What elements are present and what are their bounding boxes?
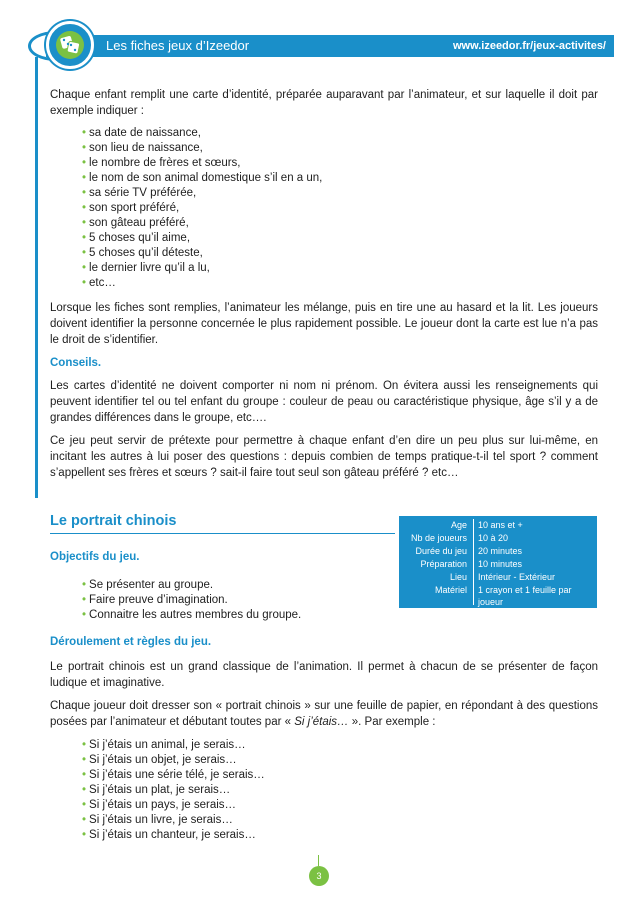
list-item — [82, 261, 598, 276]
advice-heading: Conseils. — [50, 357, 102, 369]
list-item — [82, 608, 598, 623]
rules-heading: Déroulement et règles du jeu. — [50, 636, 212, 648]
bullet-icon: • — [82, 187, 87, 199]
bullet-icon: • — [82, 594, 87, 606]
list-item — [82, 578, 598, 593]
logo — [46, 21, 94, 69]
list-item — [82, 231, 598, 246]
list-item-text: son gâteau préféré, — [89, 217, 189, 229]
list-item — [82, 798, 598, 813]
info-value: 20 minutes — [478, 546, 523, 556]
info-label: Nb de joueurs — [410, 533, 467, 543]
p2-end: ». Par exemple : — [351, 716, 436, 728]
bullet-icon: • — [82, 142, 87, 154]
list-item-text: sa série TV préférée, — [89, 187, 197, 199]
dice-logo-icon — [56, 31, 84, 59]
objectives-list — [50, 578, 598, 623]
card-rules: Lorsque les fiches sont remplies, l’animateur les mélange, puis en tire une au hasard et la lit. Les joueurs doivent identifier la personne concernée le plus rapidement possible. Le joueur dont la carte est lue n’a pas le droit de s’identifier. — [50, 302, 598, 346]
examples-list — [50, 738, 598, 843]
list-item — [82, 171, 598, 186]
advice-paragraph-1: Les cartes d’identité ne doivent comporter ni nom ni prénom. On évitera aussi les renseignements qui peuvent identifier tel ou tel enfant du groupe : couleur de peau ou caractéristique physique, âge s’il y a de grandes différences dans le groupe, etc…. — [50, 380, 598, 424]
portrait-paragraph-2 — [50, 698, 598, 730]
list-item-text: 5 choses qu’il déteste, — [89, 247, 203, 259]
list-item — [82, 768, 598, 783]
list-item-text: son sport préféré, — [89, 202, 180, 214]
objectives-heading: Objectifs du jeu. — [50, 551, 140, 563]
list-item-text: Si j’étais un livre, je serais… — [89, 814, 233, 826]
bullet-icon: • — [82, 277, 87, 289]
bullet-icon: • — [82, 799, 87, 811]
header-title: Les fiches jeux d’Izeedor — [106, 38, 250, 53]
info-value: 1 crayon et 1 feuille par joueur — [478, 585, 572, 607]
bullet-icon: • — [82, 202, 87, 214]
list-item-text: le nom de son animal domestique s’il en a un, — [89, 172, 323, 184]
bullet-icon: • — [82, 157, 87, 169]
info-value: 10 à 20 — [478, 533, 509, 543]
list-item-text: Si j’étais un objet, je serais… — [89, 754, 237, 766]
info-value: Intérieur - Extérieur — [478, 572, 556, 582]
list-item-text: etc… — [89, 277, 116, 289]
p2-start: Chaque joueur doit dresser son « portrait chinois » sur une feuille de papier, en répondant à des questions posées par l’animateur et débutant toutes par « — [50, 700, 598, 728]
list-item-text: Connaitre les autres membres du groupe. — [89, 609, 302, 621]
list-item-text: Si j’étais un plat, je serais… — [89, 784, 231, 796]
bullet-icon: • — [82, 172, 87, 184]
list-item-text: le dernier livre qu’il a lu, — [89, 262, 210, 274]
list-item — [82, 246, 598, 261]
list-item-text: Si j’étais un animal, je serais… — [89, 739, 246, 751]
bullet-icon: • — [82, 127, 87, 139]
list-item — [82, 738, 598, 753]
list-item — [82, 216, 598, 231]
info-label: Matériel — [434, 585, 467, 595]
bullet-icon: • — [82, 769, 87, 781]
info-label: Lieu — [449, 572, 467, 582]
portrait-section — [50, 549, 598, 852]
list-item — [82, 276, 598, 291]
list-item — [82, 783, 598, 798]
page-number-rule — [318, 855, 319, 866]
bullet-icon: • — [82, 579, 87, 591]
list-item — [82, 156, 598, 171]
advice-paragraph-2: Ce jeu peut servir de prétexte pour permettre à chaque enfant d’en dire un peu plus sur lui-même, en incitant les autres à lui poser des questions : depuis combien de temps pratique-t-il tel sport ? comment s’appellent ses frères et sœurs ? sait-il faire tout seul son gâteau préféré ? etc… — [50, 435, 598, 479]
card-items-list — [50, 126, 598, 291]
page-number: 3 — [309, 866, 329, 886]
bullet-icon: • — [82, 829, 87, 841]
portrait-paragraph-1: Le portrait chinois est un grand classique de l’animation. Il permet à chacun de se présenter de façon ludique et imaginative. — [50, 661, 598, 689]
bullet-icon: • — [82, 232, 87, 244]
list-item — [82, 813, 598, 828]
list-item — [82, 828, 598, 843]
p2-italic: Si j’étais… — [294, 716, 352, 728]
list-item — [82, 753, 598, 768]
list-item-text: Si j’étais un pays, je serais… — [89, 799, 237, 811]
section-rule — [35, 57, 38, 498]
info-value: 10 minutes — [478, 559, 523, 569]
list-item-text: le nombre de frères et sœurs, — [89, 157, 241, 169]
info-label: Age — [450, 520, 467, 530]
bullet-icon: • — [82, 247, 87, 259]
list-item — [82, 186, 598, 201]
bullet-icon: • — [82, 262, 87, 274]
list-item-text: 5 choses qu’il aime, — [89, 232, 191, 244]
header-url-link[interactable]: www.izeedor.fr/jeux-activites/ — [452, 40, 606, 52]
bullet-icon: • — [82, 609, 87, 621]
bullet-icon: • — [82, 814, 87, 826]
list-item-text: Si j’étais un chanteur, je serais… — [89, 829, 256, 841]
list-item-text: Si j’étais une série télé, je serais… — [89, 769, 265, 781]
info-value: 10 ans et + — [478, 520, 523, 530]
card-game-section — [50, 87, 598, 488]
portrait-title: Le portrait chinois — [50, 513, 395, 534]
list-item-text: Faire preuve d’imagination. — [89, 594, 228, 606]
bullet-icon: • — [82, 739, 87, 751]
info-label: Durée du jeu — [415, 546, 467, 556]
list-item — [82, 141, 598, 156]
list-item — [82, 126, 598, 141]
list-item-text: son lieu de naissance, — [89, 142, 203, 154]
list-item — [82, 201, 598, 216]
bullet-icon: • — [82, 754, 87, 766]
info-label: Préparation — [420, 559, 467, 569]
list-item — [82, 593, 598, 608]
bullet-icon: • — [82, 217, 87, 229]
bullet-icon: • — [82, 784, 87, 796]
list-item-text: sa date de naissance, — [89, 127, 201, 139]
card-intro: Chaque enfant remplit une carte d’identité, préparée auparavant par l’animateur, et sur laquelle il doit par exemple indiquer : — [50, 89, 598, 117]
list-item-text: Se présenter au groupe. — [89, 579, 214, 591]
